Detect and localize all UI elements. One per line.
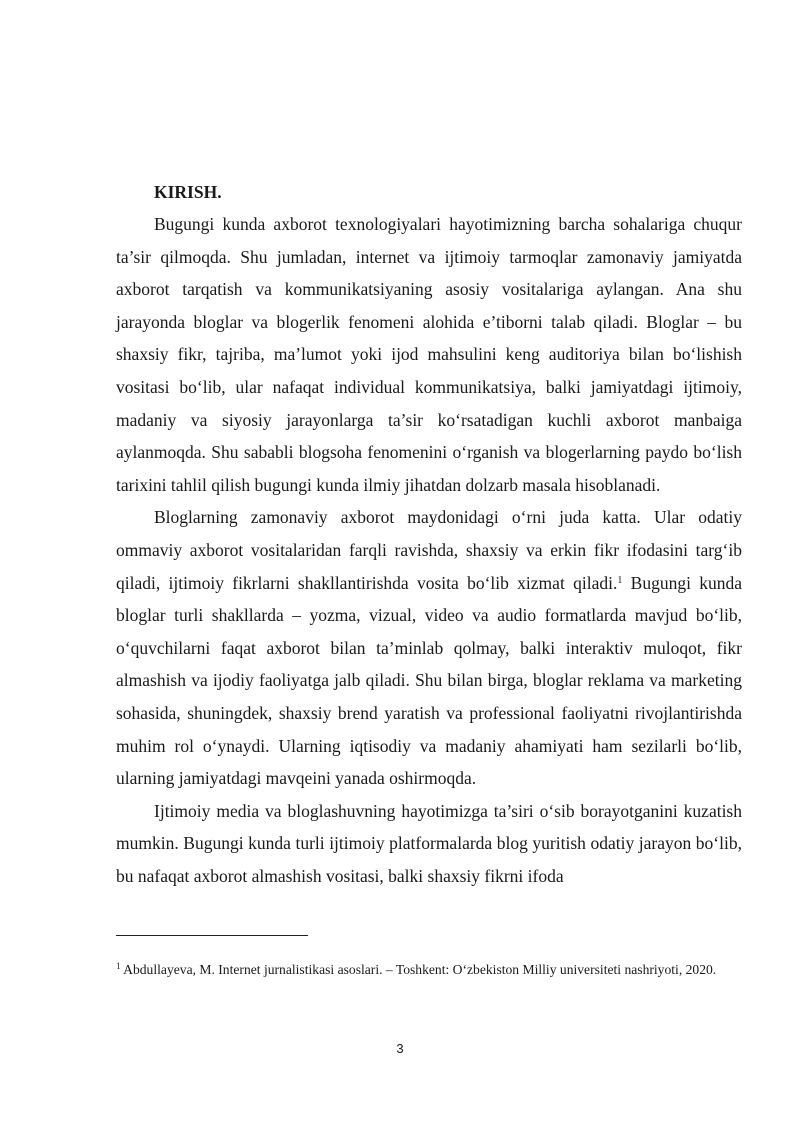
paragraph-3: Ijtimoiy media va bloglashuvning hayotimizga ta’siri o‘sib borayotganini kuzatish mumkin. Bugungi kunda turli ijtimoiy platformalarda blog yuritish odatiy jarayon bo‘lib, bu nafaqat axborot almashish vositasi, balki shaxsiy fikrni ifoda	[116, 800, 742, 886]
paragraph-1: Bugungi kunda axborot texnologiyalari hayotimizning barcha sohalariga chuqur ta’sir qilmoqda. Shu jumladan, internet va ijtimoiy tarmoqlar zamonaviy jamiyatda axborot tarqatish va kommunikatsiyaning asosiy vositalariga aylangan. Ana shu jarayonda bloglar va blogerlik fenomeni alohida e’tiborni talab qiladi. Bloglar – bu shaxsiy fikr, tajriba, ma’lumot yoki ijod mahsulini keng auditoriya bilan bo‘lishish vositasi bo‘lib, ular nafaqat individual kommunikatsiya, balki jamiyatdagi ijtimoiy, madaniy va siyosiy jarayonlarga ta’sir ko‘rsatadigan kuchli axborot manbaiga aylanmoqda. Shu sababli blogsoha fenomenini o‘rganish va blogerlarning paydo bo‘lish tarixini tahlil qilish bugungi kunda ilmiy jihatdan dolzarb masala hisoblanadi.	[116, 214, 742, 495]
footnote-marker: 1	[116, 961, 121, 971]
section-heading: KIRISH.	[154, 182, 222, 202]
footnote-separator	[116, 935, 308, 936]
paragraph-2-text-after-ref: Bugungi kunda bloglar turli shakllarda – yozma, vizual, video va audio formatlarda mavjud bo‘lib, o‘quvchilarni faqat axborot bilan ta’minlab qolmay, balki interaktiv muloqot, fikr almashish va ijodiy faoliyatga jalb qiladi. Shu bilan birga, bloglar reklama va marketing sohasida, shuningdek, shaxsiy brend yaratish va professional faoliyatni rivojlantirishda muhim rol o‘ynaydi. Ularning iqtisodiy va madaniy ahamiyati ham sezilarli bo‘lib, ularning jamiyatdagi mavqeini yanada oshirmoqda.	[116, 572, 742, 789]
footnote-text: Abdullayeva, M. Internet jurnalistikasi asoslari. – Toshkent: O‘zbekiston Milliy universiteti nashriyoti, 2020.	[120, 962, 717, 977]
paragraph-2-text-before-ref: Bloglarning zamonaviy axborot maydonidagi o‘rni juda katta. Ular odatiy ommaviy axborot vositalaridan farqli ravishda, shaxsiy va erkin fikr ifodasini targ‘ib qiladi, ijtimoiy fikrlarni shakllantirishda vosita bo‘lib xizmat qiladi.	[116, 507, 742, 593]
main-text	[116, 176, 742, 892]
footnote-reference[interactable]: 1	[617, 574, 623, 586]
footnote	[116, 955, 742, 984]
page-number: 3	[396, 1041, 404, 1056]
paragraph-2	[116, 501, 742, 794]
